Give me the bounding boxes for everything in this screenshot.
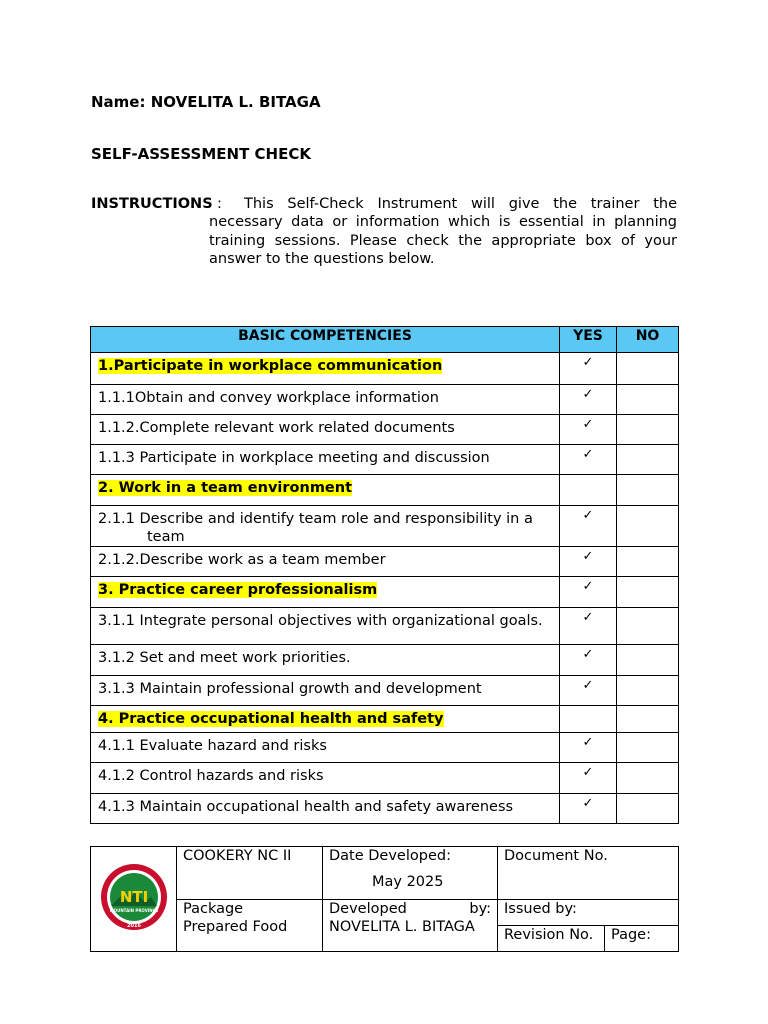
qualification: COOKERY NC II [183,848,292,864]
competency-row [91,794,679,824]
competency-row [91,445,679,475]
yes-cell[interactable] [560,794,617,824]
yes-cell[interactable] [560,706,617,733]
yes-cell[interactable] [560,353,617,385]
no-cell[interactable] [617,763,679,794]
yes-cell[interactable] [560,676,617,706]
competency-heading-row [91,706,679,733]
competency-row [91,415,679,445]
competency-heading-row [91,475,679,506]
document-footer-table [90,846,679,952]
no-cell[interactable] [617,794,679,824]
yes-check-mark: ✓ [582,610,594,625]
yes-cell[interactable] [560,645,617,676]
competency-row [91,547,679,577]
logo-sub-text: MOUNTAIN PROVINCE [109,907,158,913]
no-cell[interactable] [617,645,679,676]
competency-cell [91,676,560,706]
competency-text: 4.1.1 Evaluate hazard and risks [98,738,327,754]
competency-cell [91,385,560,415]
competency-heading-text: 1.Participate in workplace communication [98,358,443,374]
page-label: Page: [611,927,651,943]
competency-text: 3.1.3 Maintain professional growth and development [98,681,482,697]
module-line1: Package [183,901,244,917]
yes-check-mark: ✓ [582,549,594,564]
module-cell [177,900,323,952]
yes-cell[interactable] [560,385,617,415]
header-basic-competencies: BASIC COMPETENCIES [91,327,560,353]
header-no: NO [617,327,679,353]
competency-cell [91,353,560,385]
instructions-label: INSTRUCTIONS [91,196,213,212]
competency-heading-row [91,353,679,385]
competency-row [91,676,679,706]
no-cell[interactable] [617,706,679,733]
competency-text: 4.1.3 Maintain occupational health and safety awareness [98,799,514,815]
no-cell[interactable] [617,506,679,547]
no-cell[interactable] [617,475,679,506]
competency-cell [91,608,560,645]
no-cell[interactable] [617,547,679,577]
competency-row [91,506,679,547]
yes-cell[interactable] [560,577,617,608]
yes-check-mark: ✓ [582,355,594,370]
institute-logo-cell [91,847,177,952]
yes-check-mark: ✓ [582,508,594,523]
competencies-table [90,326,679,824]
yes-check-mark: ✓ [582,647,594,662]
date-developed-value: May 2025 [372,874,444,890]
competency-row [91,763,679,794]
yes-check-mark: ✓ [582,387,594,402]
date-developed-label: Date Developed: [329,848,451,864]
page-title: SELF-ASSESSMENT CHECK [91,145,311,163]
competency-heading-text: 4. Practice occupational health and safety [98,711,444,727]
document-no-cell [498,847,679,900]
yes-check-mark: ✓ [582,579,594,594]
logo-nti-text: NTI [119,887,148,906]
date-developed-cell [323,847,498,900]
competency-cell [91,475,560,506]
yes-cell[interactable] [560,445,617,475]
no-cell[interactable] [617,445,679,475]
yes-cell[interactable] [560,763,617,794]
competency-row [91,733,679,763]
competency-heading-row [91,577,679,608]
yes-cell[interactable] [560,475,617,506]
instructions-text: This Self-Check Instrument will give the trainer the necessary data or information which is essential in planning training sessions. Please check the appropriate box of your answer to the questions below. [209,196,677,267]
competencies-body [91,353,679,824]
instructions-colon: : [217,196,222,212]
competency-heading-text: 2. Work in a team environment [98,480,353,496]
developed-by-label2: by: [469,901,491,917]
page-cell [605,926,679,952]
yes-check-mark: ✓ [582,765,594,780]
competency-cell [91,506,560,547]
developed-by-label1: Developed [329,901,407,917]
no-cell[interactable] [617,415,679,445]
competency-heading-text: 3. Practice career professionalism [98,582,378,598]
competency-row [91,608,679,645]
no-cell[interactable] [617,608,679,645]
no-cell[interactable] [617,577,679,608]
institute-logo [99,862,169,932]
no-cell[interactable] [617,385,679,415]
competency-cell [91,645,560,676]
yes-cell[interactable] [560,415,617,445]
competency-cell [91,547,560,577]
qualification-cell [177,847,323,900]
competency-cell [91,733,560,763]
yes-check-mark: ✓ [582,735,594,750]
competency-text: 2.1.2.Describe work as a team member [98,552,386,568]
developed-by-cell [323,900,498,952]
competency-cell [91,706,560,733]
issued-by-cell [498,900,679,926]
competency-text: 3.1.1 Integrate personal objectives with organizational goals. [98,613,543,629]
competency-cell [91,763,560,794]
competency-text: 1.1.2.Complete relevant work related documents [98,420,455,436]
competency-cell [91,415,560,445]
no-cell[interactable] [617,676,679,706]
document-no-label: Document No. [504,848,608,864]
yes-check-mark: ✓ [582,796,594,811]
developed-by-value: NOVELITA L. BITAGA [329,919,475,935]
competency-text: 1.1.1Obtain and convey workplace information [98,390,439,406]
yes-cell[interactable] [560,733,617,763]
no-cell[interactable] [617,353,679,385]
name-line: Name: NOVELITA L. BITAGA [91,93,321,111]
instructions-block [91,195,677,268]
competency-cell [91,577,560,608]
yes-check-mark: ✓ [582,417,594,432]
yes-check-mark: ✓ [582,678,594,693]
competency-cell [91,794,560,824]
logo-year-text: 2016 [126,922,141,929]
competency-row [91,645,679,676]
competency-cell [91,445,560,475]
yes-cell[interactable] [560,547,617,577]
revision-no-cell [498,926,605,952]
yes-cell[interactable] [560,608,617,645]
revision-no-label: Revision No. [504,927,594,943]
no-cell[interactable] [617,733,679,763]
competency-text: 3.1.2 Set and meet work priorities. [98,650,351,666]
competency-text: 2.1.1 Describe and identify team role and responsibility in a team [98,511,533,545]
competency-text: 1.1.3 Participate in workplace meeting and discussion [98,450,490,466]
yes-cell[interactable] [560,506,617,547]
competency-row [91,385,679,415]
module-line2: Prepared Food [183,919,288,935]
competency-text: 4.1.2 Control hazards and risks [98,768,324,784]
header-yes: YES [560,327,617,353]
issued-by-label: Issued by: [504,901,577,917]
table-header-row [91,327,679,353]
yes-check-mark: ✓ [582,447,594,462]
